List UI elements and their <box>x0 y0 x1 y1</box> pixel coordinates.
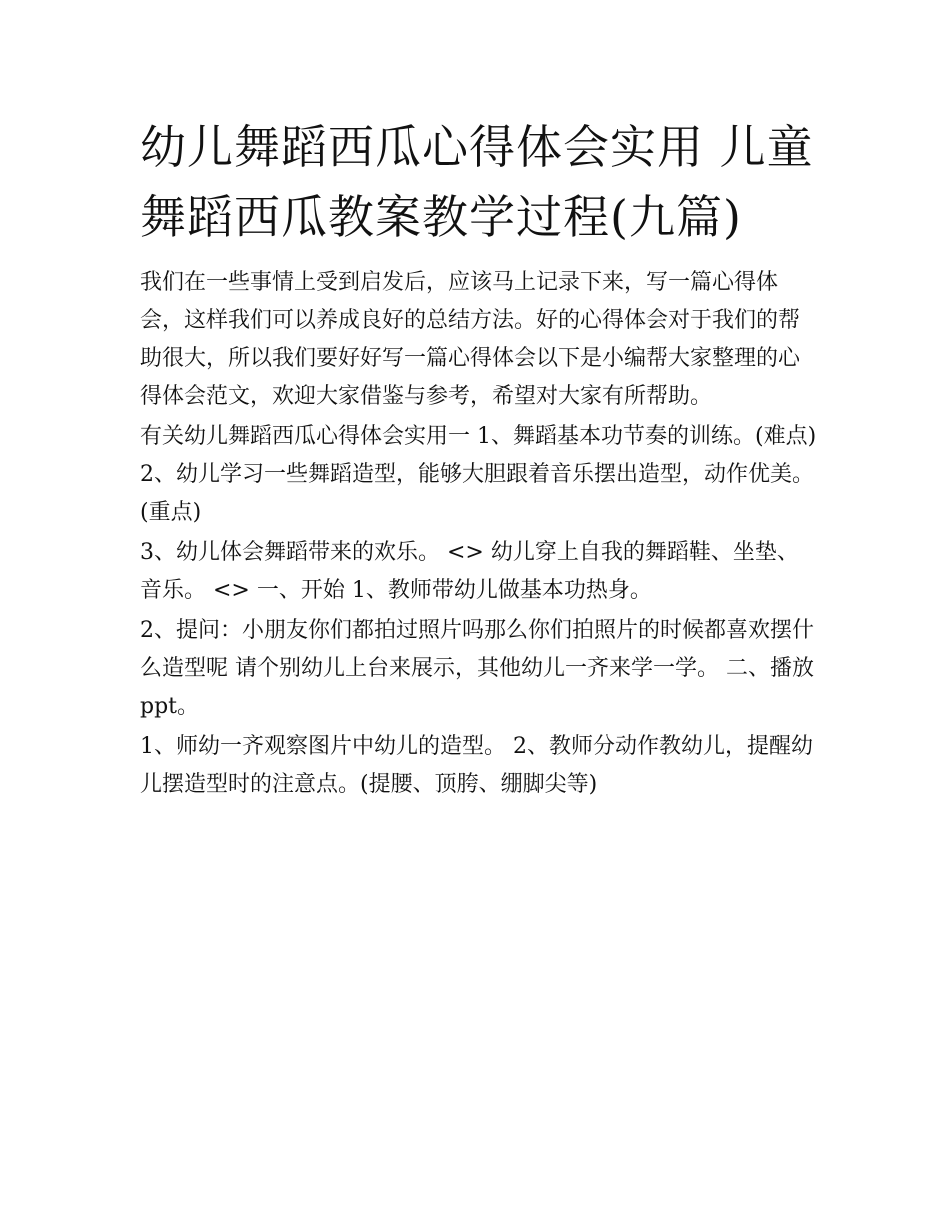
document-body <box>140 112 820 806</box>
preparation-paragraph: 3、幼儿体会舞蹈带来的欢乐。 <> 幼儿穿上自我的舞蹈鞋、坐垫、音乐。 <> 一、开始 1、教师带幼儿做基本功热身。 <box>140 540 799 603</box>
observation-paragraph: 1、师幼一齐观察图片中幼儿的造型。 2、教师分动作教幼儿，提醒幼儿摆造型时的注意点。(提腰、顶胯、绷脚尖等) <box>140 734 813 797</box>
question-paragraph: 2、提问：小朋友你们都拍过照片吗那么你们拍照片的时候都喜欢摆什么造型呢 请个别幼儿上台来展示，其他幼儿一齐来学一学。 二、播放 ppt。 <box>140 618 814 719</box>
document-title: 幼儿舞蹈西瓜心得体会实用 儿童舞蹈西瓜教案教学过程(九篇) <box>140 120 814 244</box>
intro-paragraph: 我们在一些事情上受到启发后，应该马上记录下来，写一篇心得体会，这样我们可以养成良好的总结方法。好的心得体会对于我们的帮助很大，所以我们要好好写一篇心得体会以下是小编帮大家整理的心得体会范文，欢迎大家借鉴与参考，希望对大家有所帮助。 <box>140 270 801 409</box>
objectives-paragraph: 有关幼儿舞蹈西瓜心得体会实用一 1、舞蹈基本功节奏的训练。(难点) 2、幼儿学习一些舞蹈造型，能够大胆跟着音乐摆出造型，动作优美。(重点) <box>140 424 817 525</box>
